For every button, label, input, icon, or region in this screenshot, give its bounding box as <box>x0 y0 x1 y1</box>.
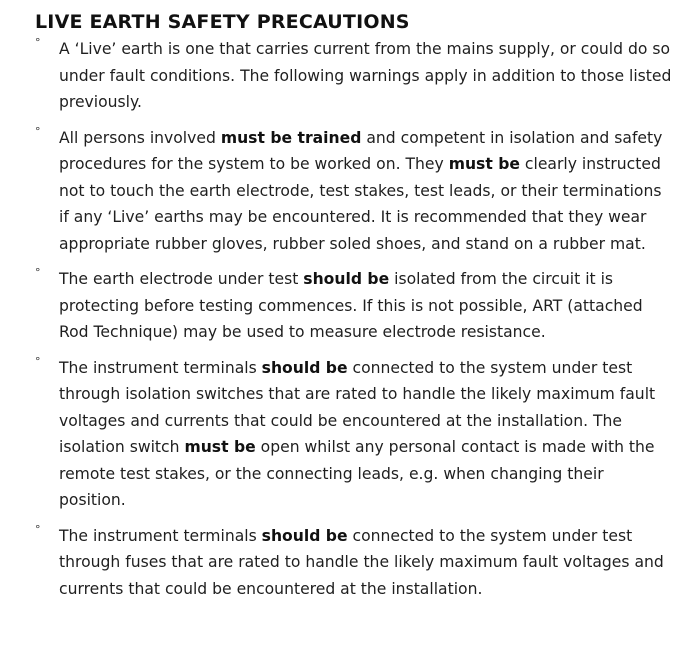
body-text: clearly instructed not to touch the earth electrode, test stakes, test leads, or their terminations if any ‘Live’ earths may be encountered. It is recommended that they wear appropriate rubber gloves, rubber soled shoes, and stand on a rubber mat. <box>59 155 662 253</box>
emphasis-text: must be trained <box>220 128 362 147</box>
body-text: connected to the system under test through fuses that are rated to handle the likely maximum fault voltages and currents that could be encountered at the installation. <box>59 526 664 598</box>
page-title: LIVE EARTH SAFETY PRECAUTIONS <box>35 11 410 33</box>
body-text: A ‘Live’ earth is one that carries current from the mains supply, or could do so under fault conditions. The following warnings apply in addition to those listed previously. <box>59 40 672 111</box>
bullet-icon: ° <box>35 266 41 279</box>
body-text: and competent in isolation and safety procedures for the system to be worked on. They <box>59 128 663 173</box>
emphasis-text: must be <box>184 438 256 456</box>
document-page <box>35 10 675 611</box>
body-text: All persons involved <box>59 128 221 147</box>
list-item <box>35 523 675 603</box>
emphasis-text: must be <box>448 155 520 173</box>
body-text: The instrument terminals <box>59 526 262 545</box>
body-text: open whilst any personal contact is made with the remote test stakes, or the connecting leads, e.g. when changing their position. <box>59 438 655 509</box>
list-item-text <box>59 129 662 253</box>
list-item-text <box>59 40 671 111</box>
list-item-text <box>59 359 655 510</box>
emphasis-text: should be <box>261 358 348 377</box>
list-item <box>35 266 675 346</box>
body-text: connected to the system under test through isolation switches that are rated to handle the likely maximum fault voltages and currents that could be encountered at the installation. The isolation switch <box>59 358 656 456</box>
emphasis-text: should be <box>303 270 390 288</box>
list-item <box>35 36 675 116</box>
bullet-icon: ° <box>35 124 41 138</box>
precautions-list <box>35 36 675 602</box>
list-item <box>35 355 675 514</box>
list-item-text <box>59 270 643 341</box>
bullet-icon: ° <box>35 36 41 49</box>
body-text: isolated from the circuit it is protecting before testing commences. If this is not possible, ART (attached Rod Technique) may be used to measure electrode resistance. <box>59 270 643 341</box>
bullet-icon: ° <box>35 354 41 368</box>
body-text: The earth electrode under test <box>59 270 304 288</box>
list-item <box>35 125 675 258</box>
bullet-icon: ° <box>35 522 41 536</box>
list-item-text <box>59 527 664 598</box>
body-text: The instrument terminals <box>59 358 262 377</box>
emphasis-text: should be <box>261 526 348 545</box>
